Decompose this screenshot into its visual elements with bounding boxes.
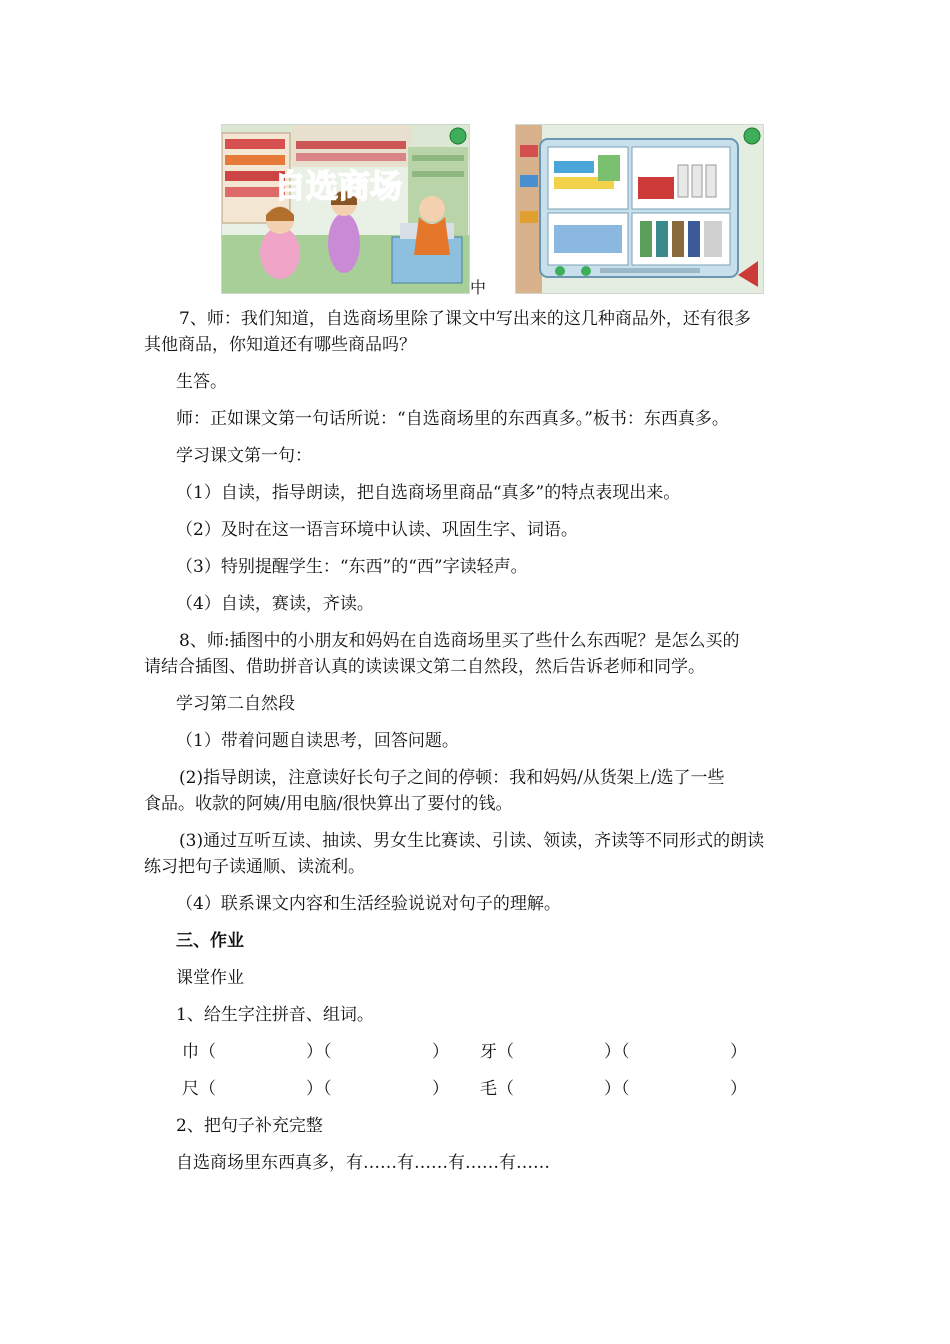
teacher-remark: 师：正如课文第一句话所说：“自选商场里的东西真多。”板书：东西真多。: [176, 409, 729, 429]
blank-row-2-sep-1: ）（: [306, 1079, 332, 1099]
supermarket-title-illustration: [221, 124, 470, 294]
study-step-1-2: （2）及时在这一语言环境中认读、巩固生字、词语。: [176, 520, 578, 540]
illustration-title: 自选商场: [274, 168, 403, 204]
blank-row-1-close-1: ）: [432, 1042, 449, 1062]
study-step-1-3: （3）特别提醒学生：“东西”的“西”字读轻声。: [176, 557, 528, 577]
question-2-sentence: 自选商场里东西真多，有……有……有……有……: [176, 1153, 550, 1173]
paragraph-7-line-2: 其他商品，你知道还有哪些商品吗？: [144, 335, 416, 355]
question-2: 2、把句子补充完整: [176, 1116, 323, 1136]
paragraph-8: [144, 628, 814, 680]
blank-row-1-sep-1: ）（: [306, 1042, 332, 1062]
study-step-2-3: [144, 828, 814, 880]
student-answer: 生答。: [176, 372, 227, 392]
blank-row-1-close-2: ）: [730, 1042, 747, 1062]
study-first-sentence-heading: 学习课文第一句：: [176, 446, 312, 466]
paragraph-7-line-1: 7、师：我们知道，自选商场里除了课文中写出来的这几种商品外，还有很多: [179, 309, 751, 329]
illustration-row: [221, 124, 781, 296]
blank-row-2-close-1: ）: [432, 1079, 449, 1099]
between-figures-text: 中: [470, 278, 487, 297]
paragraph-8-line-2: 请结合插图、借助拼音认真的读读课文第二自然段，然后告诉老师和同学。: [144, 657, 705, 677]
study-step-1-4: （4）自读，赛读，齐读。: [176, 594, 374, 614]
study-step-2-2-line-1: (2)指导朗读，注意读好长句子之间的停顿：我和妈妈/从货架上/选了一些: [179, 768, 725, 788]
blank-row-2-char-2: 毛（: [480, 1079, 514, 1099]
study-step-2-3-line-1: (3)通过互听互读、抽读、男女生比赛读、引读、领读，齐读等不同形式的朗读: [179, 831, 765, 851]
study-step-2-1: （1）带着问题自读思考，回答问题。: [176, 731, 459, 751]
blank-row-1-sep-2: ）（: [604, 1042, 630, 1062]
pinyin-blank-row-2: [144, 1076, 814, 1102]
blank-row-1-char-1: 巾（: [182, 1042, 216, 1062]
section-homework-heading: 三、作业: [176, 931, 244, 951]
blank-row-2-close-2: ）: [730, 1079, 747, 1099]
study-step-2-2: [144, 765, 814, 817]
shelf-illustration: [515, 124, 764, 294]
study-second-paragraph-heading: 学习第二自然段: [176, 694, 295, 714]
question-1: 1、给生字注拼音、组词。: [176, 1005, 374, 1025]
lesson-text: [144, 306, 814, 1187]
study-step-2-4: （4）联系课文内容和生活经验说说对句子的理解。: [176, 894, 561, 914]
paragraph-7: [144, 306, 814, 358]
classwork-heading: 课堂作业: [176, 968, 244, 988]
study-step-2-2-line-2: 食品。收款的阿姨/用电脑/很快算出了要付的钱。: [144, 794, 513, 814]
blank-row-2-sep-2: ）（: [604, 1079, 630, 1099]
study-step-2-3-line-2: 练习把句子读通顺、读流利。: [144, 857, 365, 877]
paragraph-8-line-1: 8、师:插图中的小朋友和妈妈在自选商场里买了些什么东西呢？是怎么买的: [179, 631, 740, 651]
blank-row-2-char-1: 尺（: [182, 1079, 216, 1099]
pinyin-blank-row-1: [144, 1039, 814, 1065]
study-step-1-1: （1）自读，指导朗读，把自选商场里商品“真多”的特点表现出来。: [176, 483, 681, 503]
blank-row-1-char-2: 牙（: [480, 1042, 514, 1062]
